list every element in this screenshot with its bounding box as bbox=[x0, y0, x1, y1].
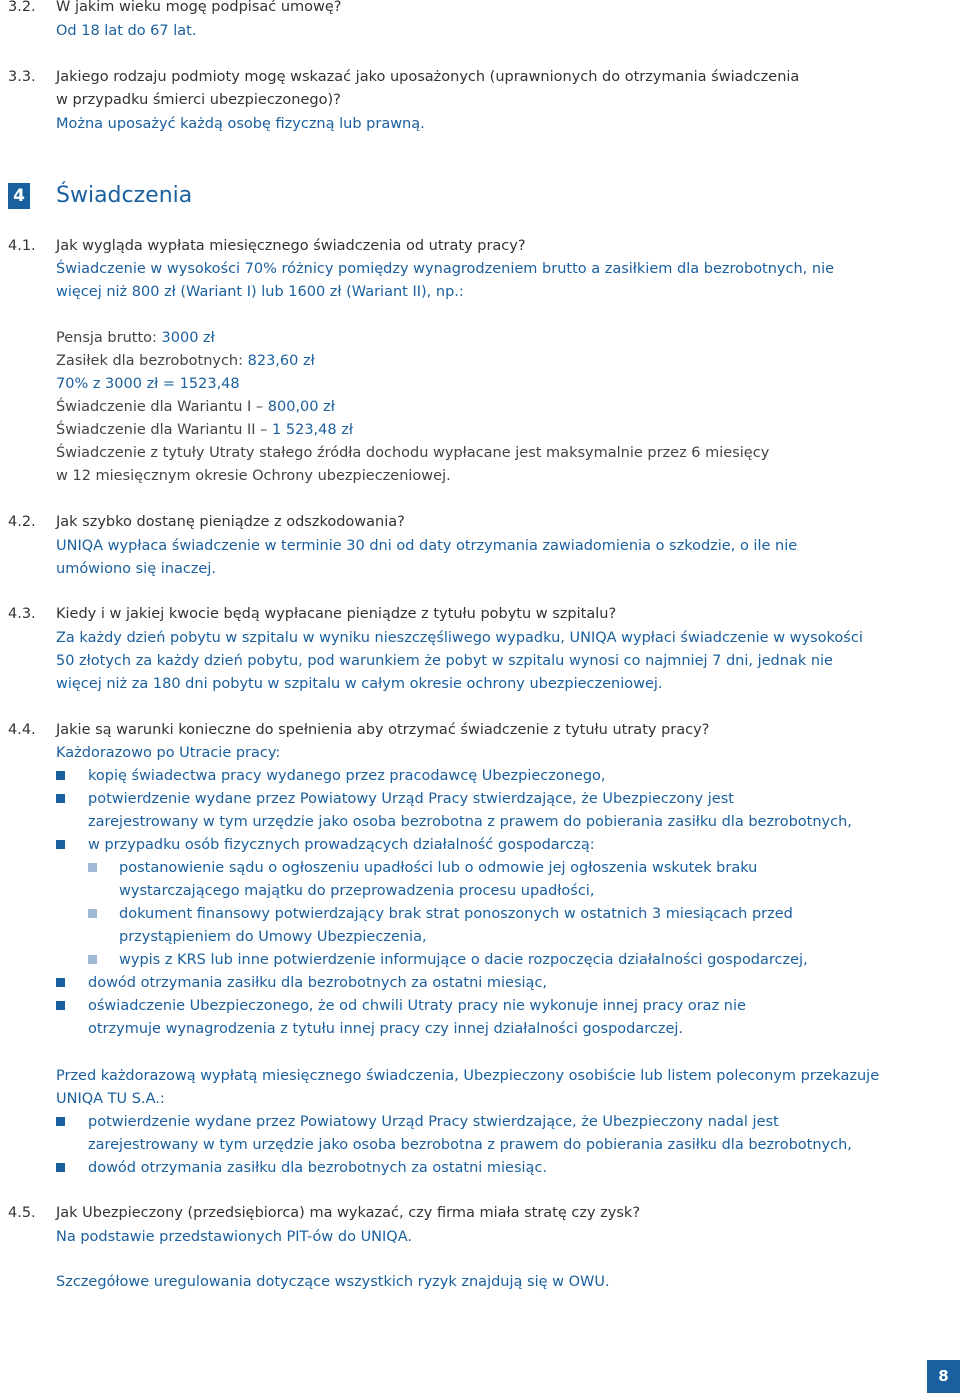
answer: Za każdy dzień pobytu w szpitalu w wyniku nieszczęśliwego wypadku, UNIQA wypłaci świadczenie w wysokości bbox=[56, 630, 863, 646]
sub-list-item: postanowienie sądu o ogłoszeniu upadłości lub o odmowie jej ogłoszenia wskutek braku bbox=[119, 860, 758, 876]
section-number: 4.3. bbox=[8, 606, 36, 622]
section-number: 4.1. bbox=[8, 238, 36, 254]
page-number: 8 bbox=[927, 1360, 960, 1393]
example-line: Pensja brutto: 3000 zł bbox=[56, 330, 215, 346]
example-line: 70% z 3000 zł = 1523,48 bbox=[56, 376, 240, 392]
list-item: otrzymuje wynagrodzenia z tytułu innej pracy czy innej działalności gospodarczej. bbox=[88, 1021, 684, 1037]
sub-list-item: dokument finansowy potwierdzający brak strat ponoszonych w ostatnich 3 miesiącach przed bbox=[119, 906, 793, 922]
question: Jak szybko dostanę pieniądze z odszkodowania? bbox=[56, 514, 405, 530]
footer-note: Szczegółowe uregulowania dotyczące wszystkich ryzyk znajdują się w OWU. bbox=[56, 1274, 610, 1290]
sub-list-item: wypis z KRS lub inne potwierdzenie informujące o dacie rozpoczęcia działalności gospodarczej, bbox=[119, 952, 808, 968]
question: Jakie są warunki konieczne do spełnienia aby otrzymać świadczenie z tytułu utraty pracy? bbox=[56, 722, 710, 738]
bullet-square-icon bbox=[56, 978, 65, 987]
answer: UNIQA wypłaca świadczenie w terminie 30 dni od daty otrzymania zawiadomienia o szkodzie, o ile nie bbox=[56, 538, 798, 554]
section-number: 4.5. bbox=[8, 1205, 36, 1221]
bullet-square-icon bbox=[56, 1001, 65, 1010]
list-item: zarejestrowany w tym urzędzie jako osoba bezrobotna z prawem do pobierania zasiłku dla bezrobotnych, bbox=[88, 814, 852, 830]
chapter-title: Świadczenia bbox=[56, 183, 193, 208]
list-item: oświadczenie Ubezpieczonego, że od chwili Utraty pracy nie wykonuje innej pracy oraz nie bbox=[88, 998, 746, 1014]
paragraph: UNIQA TU S.A.: bbox=[56, 1091, 165, 1107]
list-item: potwierdzenie wydane przez Powiatowy Urząd Pracy stwierdzające, że Ubezpieczony jest bbox=[88, 791, 734, 807]
answer: Można uposażyć każdą osobę fizyczną lub prawną. bbox=[56, 116, 425, 132]
list-item: zarejestrowany w tym urzędzie jako osoba bezrobotna z prawem do pobierania zasiłku dla bezrobotnych, bbox=[88, 1137, 852, 1153]
bullet-square-icon bbox=[56, 771, 65, 780]
chapter-number-badge: 4 bbox=[8, 183, 30, 209]
answer: więcej niż za 180 dni pobytu w szpitalu w całym okresie ochrony ubezpieczeniowej. bbox=[56, 676, 663, 692]
answer: Na podstawie przedstawionych PIT-ów do UNIQA. bbox=[56, 1229, 412, 1245]
bullet-square-icon bbox=[56, 1117, 65, 1126]
answer: więcej niż 800 zł (Wariant I) lub 1600 zł (Wariant II), np.: bbox=[56, 284, 464, 300]
list-item: dowód otrzymania zasiłku dla bezrobotnych za ostatni miesiąc. bbox=[88, 1160, 548, 1176]
sub-list-item: wystarczającego majątku do przeprowadzenia procesu upadłości, bbox=[119, 883, 595, 899]
answer: Od 18 lat do 67 lat. bbox=[56, 23, 197, 39]
question: W jakim wieku mogę podpisać umowę? bbox=[56, 0, 342, 15]
example-line: Zasiłek dla bezrobotnych: 823,60 zł bbox=[56, 353, 315, 369]
list-item: w przypadku osób fizycznych prowadzących działalność gospodarczą: bbox=[88, 837, 595, 853]
example-line: Świadczenie dla Wariantu II – 1 523,48 zł bbox=[56, 422, 353, 438]
answer: 50 złotych za każdy dzień pobytu, pod warunkiem że pobyt w szpitalu wynosi co najmniej 7 dni, jednak nie bbox=[56, 653, 833, 669]
question: Jakiego rodzaju podmioty mogę wskazać jako uposażonych (uprawnionych do otrzymania świadczenia bbox=[56, 69, 800, 85]
bullet-square-icon bbox=[56, 794, 65, 803]
sub-list-item: przystąpieniem do Umowy Ubezpieczenia, bbox=[119, 929, 427, 945]
question: Kiedy i w jakiej kwocie będą wypłacane pieniądze z tytułu pobytu w szpitalu? bbox=[56, 606, 617, 622]
bullet-square-icon bbox=[56, 840, 65, 849]
section-number: 4.4. bbox=[8, 722, 36, 738]
answer: umówiono się inaczej. bbox=[56, 561, 216, 577]
question: w przypadku śmierci ubezpieczonego)? bbox=[56, 92, 341, 108]
question: Jak wygląda wypłata miesięcznego świadczenia od utraty pracy? bbox=[56, 238, 526, 254]
sub-bullet-square-icon bbox=[88, 863, 97, 872]
section-number: 4.2. bbox=[8, 514, 36, 530]
section-number: 3.3. bbox=[8, 69, 36, 85]
note: w 12 miesięcznym okresie Ochrony ubezpieczeniowej. bbox=[56, 468, 451, 484]
bullet-square-icon bbox=[56, 1163, 65, 1172]
question: Jak Ubezpieczony (przedsiębiorca) ma wykazać, czy firma miała stratę czy zysk? bbox=[56, 1205, 641, 1221]
note: Świadczenie z tytuły Utraty stałego źródła dochodu wypłacane jest maksymalnie przez 6 miesięcy bbox=[56, 445, 770, 461]
paragraph: Przed każdorazową wypłatą miesięcznego świadczenia, Ubezpieczony osobiście lub listem poleconym przekazuje bbox=[56, 1068, 880, 1084]
example-line: Świadczenie dla Wariantu I – 800,00 zł bbox=[56, 399, 335, 415]
section-number: 3.2. bbox=[8, 0, 36, 15]
sub-bullet-square-icon bbox=[88, 909, 97, 918]
answer-intro: Każdorazowo po Utracie pracy: bbox=[56, 745, 281, 761]
list-item: kopię świadectwa pracy wydanego przez pracodawcę Ubezpieczonego, bbox=[88, 768, 606, 784]
list-item: dowód otrzymania zasiłku dla bezrobotnych za ostatni miesiąc, bbox=[88, 975, 548, 991]
list-item: potwierdzenie wydane przez Powiatowy Urząd Pracy stwierdzające, że Ubezpieczony nadal jest bbox=[88, 1114, 779, 1130]
sub-bullet-square-icon bbox=[88, 955, 97, 964]
answer: Świadczenie w wysokości 70% różnicy pomiędzy wynagrodzeniem brutto a zasiłkiem dla bezrobotnych, nie bbox=[56, 261, 835, 277]
